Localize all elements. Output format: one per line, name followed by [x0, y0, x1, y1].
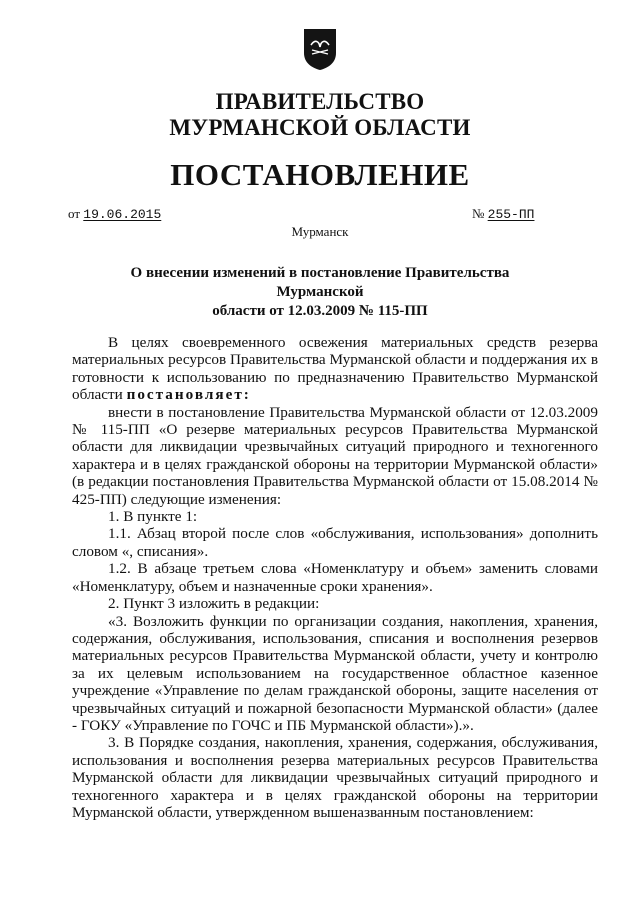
date-value: 19.06.2015 — [83, 207, 162, 222]
paragraph-item-1-2: 1.2. В абзаце третьем слова «Номенклатуру и объем» заменить словами «Номенклатуру, объем и назначенные сроки хранения». — [72, 560, 598, 595]
preamble-text: В целях своевременного освежения материальных средств резерва материальных ресурсов Правительства Мурманской области и поддержания их в готовности к использованию по предназначению Правительство Мурманской области — [72, 334, 598, 404]
document-body — [72, 334, 598, 821]
number-value: 255-ПП — [487, 207, 535, 222]
paragraph-item-3-quote: «3. Возложить функции по организации создания, накопления, хранения, содержания, обслуживания, использования, списания и восполнения резервов материальных ресурсов Правительства Мурманской области, учету и контролю за их целевым использованием на государственное областное казенное учреждение «Управление по делам гражданской обороны, защите населения от чрезвычайных ситуаций и пожарной безопасности Мурманской области» (далее - ГОКУ «Управление по ГОЧС и ПБ Мурманской области»).». — [72, 612, 598, 734]
paragraph-item-1: 1. В пункте 1: — [108, 508, 198, 526]
subject-line2: области от 12.03.2009 № 115-ПП — [212, 303, 428, 319]
paragraph-item-3: 3. В Порядке создания, накопления, хранения, содержания, обслуживания, использования и восполнения резерва материальных ресурсов Правительства Мурманской области для ликвидации чрезвычайных ситуаций природного и техногенного характера и в целях гражданской обороны на территории Мурманской области, утвержденном вышеназванным постановлением: — [72, 734, 598, 821]
authority-name-line2: МУРМАНСКОЙ ОБЛАСТИ — [169, 115, 471, 140]
authority-name-line1: ПРАВИТЕЛЬСТВО — [215, 89, 425, 114]
paragraph-amend-intro: внести в постановление Правительства Мурманской области от 12.03.2009 № 115-ПП «О резерве материальных ресурсов Правительства Мурманской области для ликвидации чрезвычайных ситуаций природного и техногенного характера и в целях гражданской обороны на территории Мурманской области» (в редакции постановления Правительства Мурманской области от 15.08.2014 № 425-ПП) следующие изменения: — [72, 403, 598, 508]
murmansk-coat-of-arms-icon — [302, 27, 338, 71]
paragraph-item-1-1: 1.1. Абзац второй после слов «обслуживания, использования» дополнить словом «, списания». — [72, 525, 598, 560]
document-type-title: ПОСТАНОВЛЕНИЕ — [170, 157, 470, 192]
subject-line1: О внесении изменений в постановление Правительства Мурманской — [130, 265, 510, 300]
date-prefix: от — [68, 206, 81, 221]
city-name: Мурманск — [291, 224, 349, 239]
number-prefix: № — [472, 206, 485, 221]
document-number — [472, 206, 534, 223]
document-subject — [90, 264, 550, 321]
resolves-keyword: постановляет: — [126, 386, 251, 404]
paragraph-item-2: 2. Пункт 3 изложить в редакции: — [108, 595, 320, 613]
document-date — [68, 206, 161, 223]
paragraph-preamble — [72, 334, 598, 404]
